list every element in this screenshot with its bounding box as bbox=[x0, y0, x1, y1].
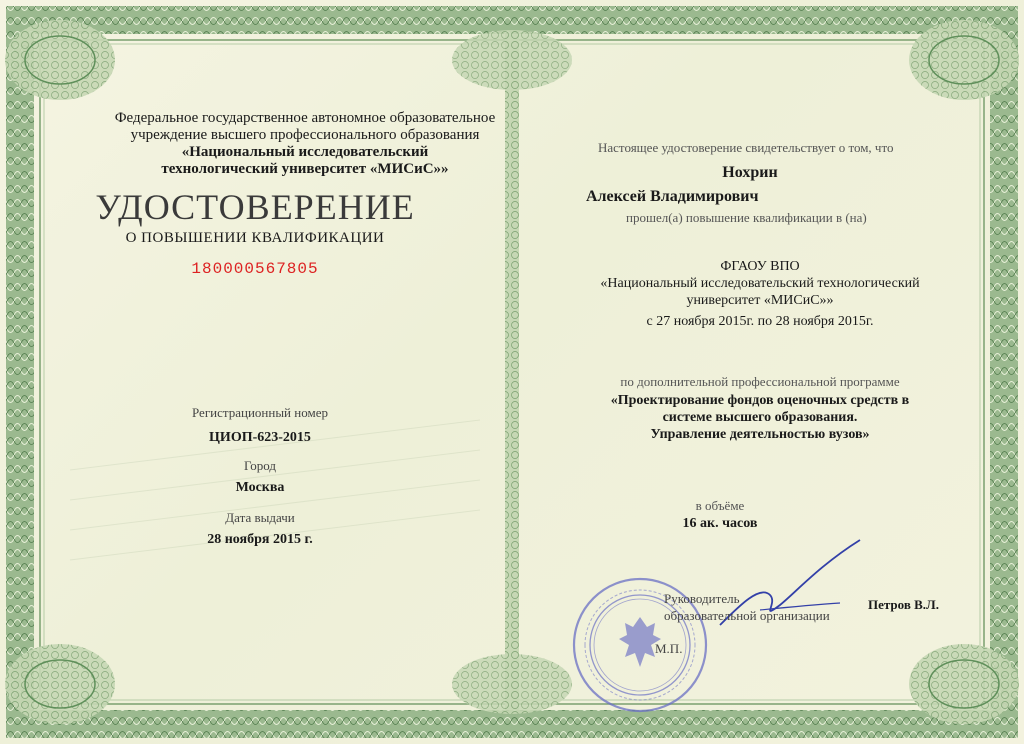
organization-line-1: ФГАОУ ВПО bbox=[720, 259, 800, 274]
holder-given-names: Алексей Владимирович bbox=[586, 188, 759, 205]
city-label: Город bbox=[243, 458, 277, 473]
corner-ornament-top-left bbox=[5, 20, 115, 100]
corner-ornament-bottom-right bbox=[909, 644, 1019, 724]
issuer-line-1: Федеральное государственное автономное образовательное bbox=[114, 110, 496, 126]
city-value: Москва bbox=[235, 480, 285, 495]
head-label-line-2: образовательной организации bbox=[664, 608, 830, 623]
issuer-line-4: технологический университет «МИСиС»» bbox=[161, 161, 449, 177]
seal-place-label: М.П. bbox=[655, 641, 683, 656]
issue-date-label: Дата выдачи bbox=[225, 510, 295, 525]
program-line-1: «Проектирование фондов оценочных средств в bbox=[610, 393, 910, 408]
issuer-header bbox=[70, 110, 540, 178]
certificate-intro: Настоящее удостоверение свидетельствует о том, что bbox=[598, 140, 894, 155]
issue-date-value: 28 ноября 2015 г. bbox=[207, 532, 313, 547]
program-line-3: Управление деятельностью вузов» bbox=[650, 427, 870, 442]
training-period: с 27 ноября 2015г. по 28 ноября 2015г. bbox=[646, 314, 874, 329]
holder-surname: Нохрин bbox=[722, 164, 778, 181]
program-title bbox=[560, 392, 960, 443]
organization-block bbox=[560, 258, 960, 330]
head-label bbox=[664, 590, 830, 624]
document-number: 180000567805 bbox=[191, 260, 319, 278]
registration-label: Регистрационный номер bbox=[192, 405, 328, 420]
corner-ornament-top-right bbox=[909, 20, 1019, 100]
program-line-2: системе высшего образования. bbox=[662, 410, 858, 425]
issuer-line-2: учреждение высшего профессионального образования bbox=[130, 127, 480, 143]
program-intro: по дополнительной профессиональной программе bbox=[620, 374, 900, 389]
corner-ornament-bottom-left bbox=[5, 644, 115, 724]
organization-line-3: университет «МИСиС»» bbox=[686, 293, 834, 308]
document-title: УДОСТОВЕРЕНИЕ bbox=[95, 187, 415, 227]
registration-number: ЦИОП-623-2015 bbox=[209, 430, 311, 445]
volume-value: 16 ак. часов bbox=[682, 516, 758, 531]
spine-ornament-bottom bbox=[452, 654, 572, 714]
volume-label: в объёме bbox=[695, 498, 745, 513]
document-subtitle: О ПОВЫШЕНИИ КВАЛИФИКАЦИИ bbox=[125, 230, 385, 246]
qualification-statement: прошел(а) повышение квалификации в (на) bbox=[626, 210, 867, 225]
spine-ornament-top bbox=[452, 30, 572, 90]
organization-line-2: «Национальный исследовательский технологический bbox=[600, 276, 920, 291]
issuer-line-3: «Национальный исследовательский bbox=[181, 144, 429, 160]
head-name: Петров В.Л. bbox=[868, 597, 939, 612]
head-label-line-1: Руководитель bbox=[664, 591, 740, 606]
